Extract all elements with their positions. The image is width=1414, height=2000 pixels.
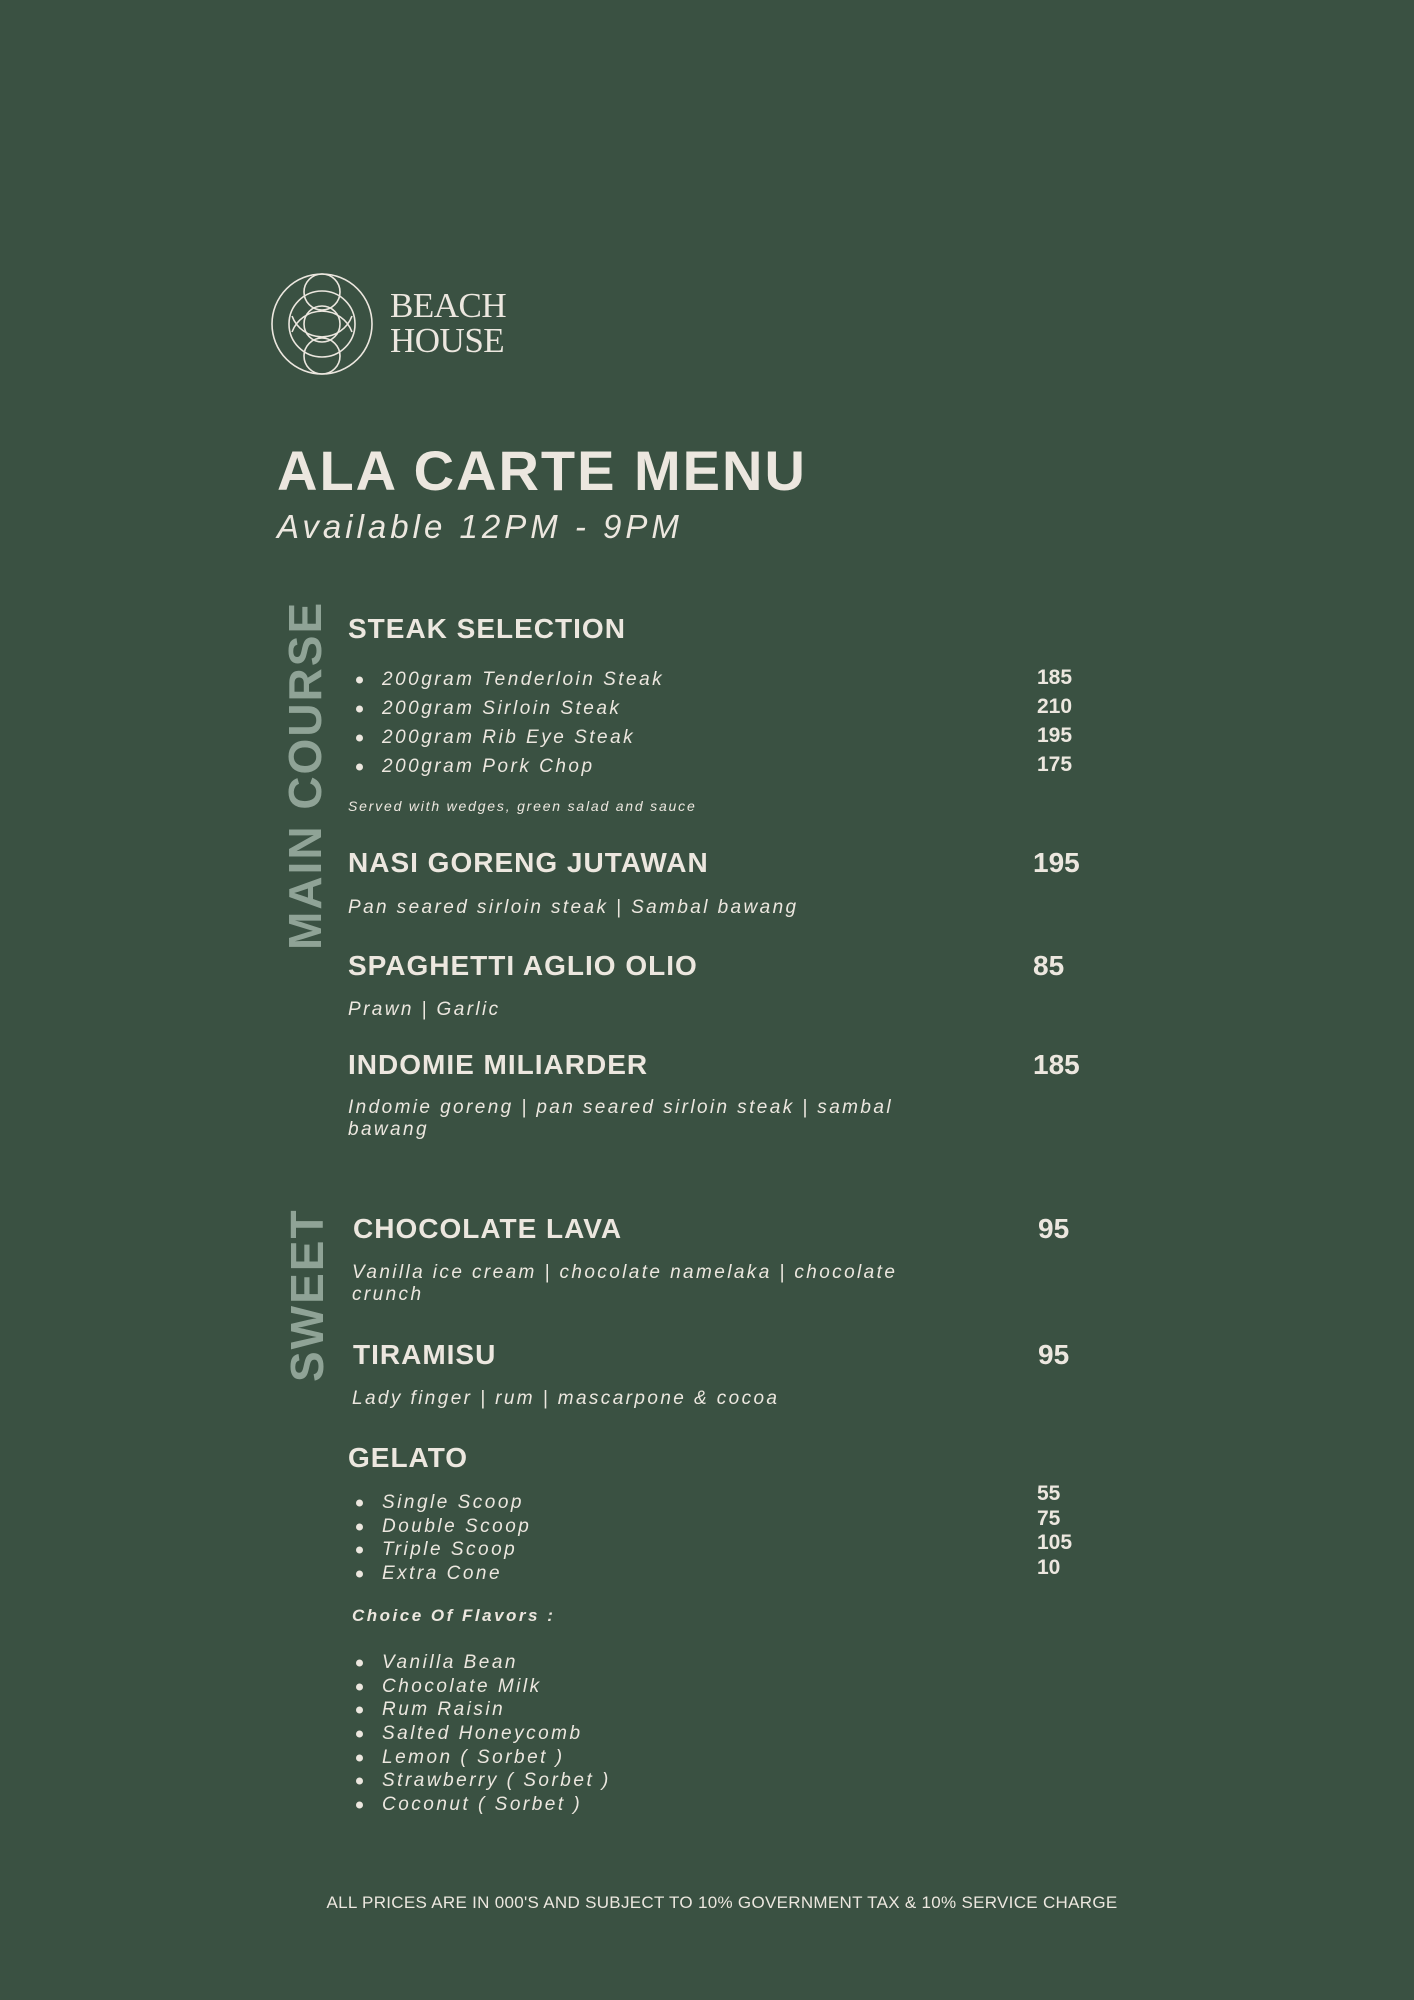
list-item: 200gram Rib Eye Steak xyxy=(348,723,664,752)
dish-name: INDOMIE MILIARDER xyxy=(348,1049,649,1080)
dish-description: Vanilla ice cream | chocolate namelaka | chocolate crunch xyxy=(352,1262,898,1305)
price: 10 xyxy=(1037,1555,1061,1579)
dish-description: Indomie goreng | pan seared sirloin steak | sambal bawang xyxy=(348,1097,893,1140)
list-item: Double Scoop xyxy=(348,1515,531,1539)
steak-note: Served with wedges, green salad and sauce xyxy=(348,798,697,814)
price: 195 xyxy=(1037,724,1073,747)
steak-list xyxy=(348,665,664,781)
list-item: 200gram Pork Chop xyxy=(348,752,664,781)
list-item: Salted Honeycomb xyxy=(348,1722,611,1746)
dish-price: 95 xyxy=(1038,1213,1070,1244)
brand-name-line1: BEACH xyxy=(390,286,507,325)
gelato-list xyxy=(348,1491,531,1586)
brand-name xyxy=(390,288,506,358)
pricing-footnote: ALL PRICES ARE IN 000'S AND SUBJECT TO 10% GOVERNMENT TAX & 10% SERVICE CHARGE xyxy=(326,1893,1118,1912)
list-item: 200gram Sirloin Steak xyxy=(348,694,664,723)
list-item: Triple Scoop xyxy=(348,1538,531,1562)
page-title: ALA CARTE MENU xyxy=(277,439,807,502)
dish-price: 85 xyxy=(1033,950,1065,981)
gelato-prices xyxy=(1037,1482,1072,1580)
list-item: 200gram Tenderloin Steak xyxy=(348,665,664,694)
availability-subtitle: Available 12PM - 9PM xyxy=(277,508,683,545)
list-item: Chocolate Milk xyxy=(348,1675,611,1699)
section-label-main-course: MAIN COURSE xyxy=(279,600,331,950)
list-item: Vanilla Bean xyxy=(348,1651,611,1675)
flavor-choice-label: Choice Of Flavors : xyxy=(352,1606,556,1625)
price: 175 xyxy=(1037,753,1073,776)
dish-description: Prawn | Garlic xyxy=(348,999,501,1020)
list-item: Single Scoop xyxy=(348,1491,531,1515)
list-item: Rum Raisin xyxy=(348,1698,611,1722)
steak-selection-heading: STEAK SELECTION xyxy=(348,613,626,644)
price: 185 xyxy=(1037,666,1073,689)
price: 75 xyxy=(1037,1506,1061,1530)
dish-name: SPAGHETTI AGLIO OLIO xyxy=(348,950,698,981)
price: 210 xyxy=(1037,695,1073,718)
dish-name: TIRAMISU xyxy=(353,1339,497,1370)
dish-price: 95 xyxy=(1038,1339,1070,1370)
section-label-sweet: SWEET xyxy=(281,1208,333,1382)
price: 55 xyxy=(1037,1482,1061,1505)
brand-name-line2: HOUSE xyxy=(390,321,505,360)
dish-description: Pan seared sirloin steak | Sambal bawang xyxy=(348,897,799,918)
list-item: Strawberry ( Sorbet ) xyxy=(348,1769,611,1793)
dish-description: Lady finger | rum | mascarpone & cocoa xyxy=(352,1388,780,1409)
list-item: Lemon ( Sorbet ) xyxy=(348,1746,611,1770)
dish-name: NASI GORENG JUTAWAN xyxy=(348,847,709,878)
price: 105 xyxy=(1037,1531,1073,1554)
dish-name: CHOCOLATE LAVA xyxy=(353,1213,623,1244)
list-item: Coconut ( Sorbet ) xyxy=(348,1793,611,1817)
dish-price: 195 xyxy=(1033,847,1080,878)
steak-prices xyxy=(1037,663,1072,779)
dish-price: 185 xyxy=(1033,1049,1080,1080)
flavor-list xyxy=(348,1651,611,1817)
list-item: Extra Cone xyxy=(348,1562,531,1586)
gelato-heading: GELATO xyxy=(348,1442,469,1473)
beach-house-logo-icon xyxy=(270,272,374,376)
